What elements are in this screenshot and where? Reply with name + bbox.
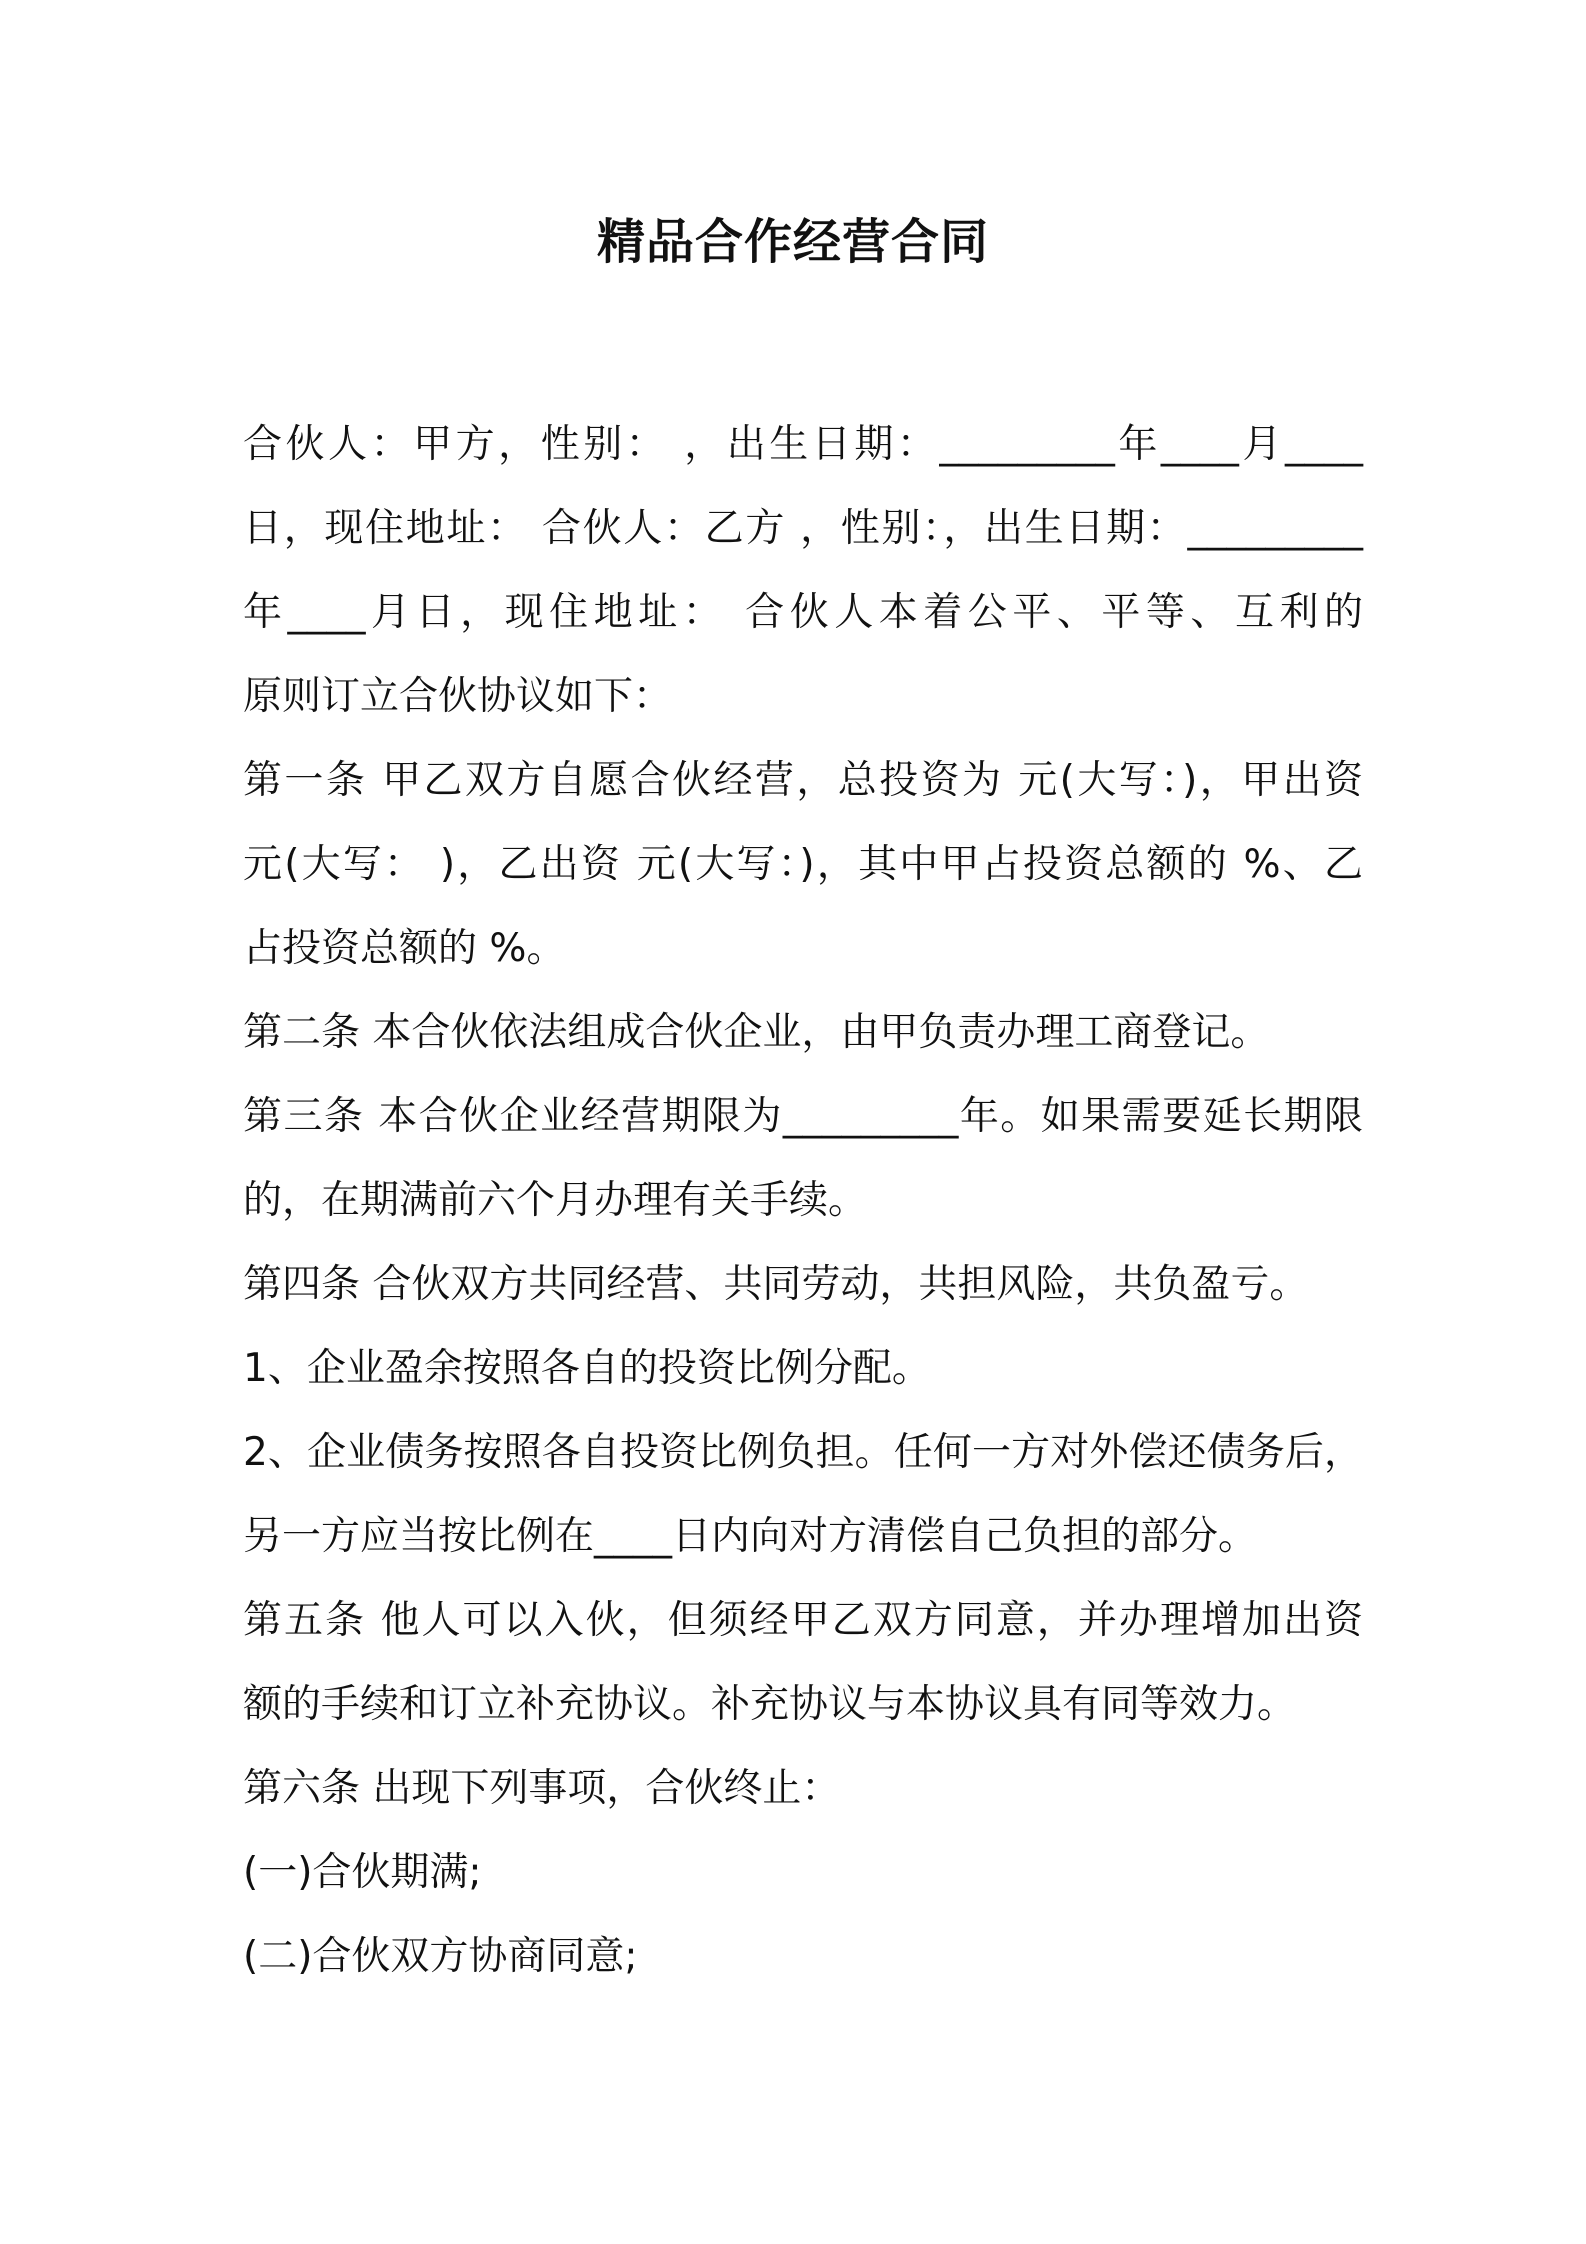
text-line: 第六条 出现下列事项，合伙终止：: [243, 1766, 841, 1811]
text-line: 另一方应当按比例在____日内向对方清偿自己负担的部分。: [243, 1514, 1258, 1559]
text-line: 年____月日，现住地址： 合伙人本着公平、平等、互利的: [243, 590, 1363, 635]
document-body: [243, 403, 1363, 1999]
text-line: 第四条 合伙双方共同经营、共同劳动，共担风险，共负盈亏。: [243, 1262, 1309, 1307]
text-line: 1、企业盈余按照各自的投资比例分配。: [243, 1346, 931, 1391]
text-line: 2、企业债务按照各自投资比例负担。任何一方对外偿还债务后，: [243, 1430, 1363, 1475]
text-line: 的，在期满前六个月办理有关手续。: [243, 1178, 868, 1223]
text-line: 第一条 甲乙双方自愿合伙经营，总投资为 元(大写：)，甲出资: [243, 758, 1363, 803]
text-line: 合伙人：甲方，性别： ，出生日期：_________年____月____: [243, 422, 1363, 467]
text-line: (一)合伙期满;: [243, 1850, 482, 1895]
text-line: 日，现住地址： 合伙人：乙方 ，性别：，出生日期：_________: [243, 506, 1363, 551]
text-line: 第三条 本合伙企业经营期限为_________年。如果需要延长期限: [243, 1094, 1363, 1139]
text-line: 第五条 他人可以入伙，但须经甲乙双方同意，并办理增加出资: [243, 1598, 1363, 1643]
document-title: 精品合作经营合同: [596, 214, 989, 270]
text-line: 元(大写： )，乙出资 元(大写：)，其中甲占投资总额的 %、乙: [243, 842, 1363, 887]
text-line: 原则订立合伙协议如下：: [243, 674, 673, 719]
text-line: 额的手续和订立补充协议。补充协议与本协议具有同等效力。: [243, 1682, 1297, 1727]
text-line: 占投资总额的 %。: [243, 926, 566, 971]
text-line: 第二条 本合伙依法组成合伙企业，由甲负责办理工商登记。: [243, 1010, 1270, 1055]
text-line: (二)合伙双方协商同意;: [243, 1934, 638, 1979]
